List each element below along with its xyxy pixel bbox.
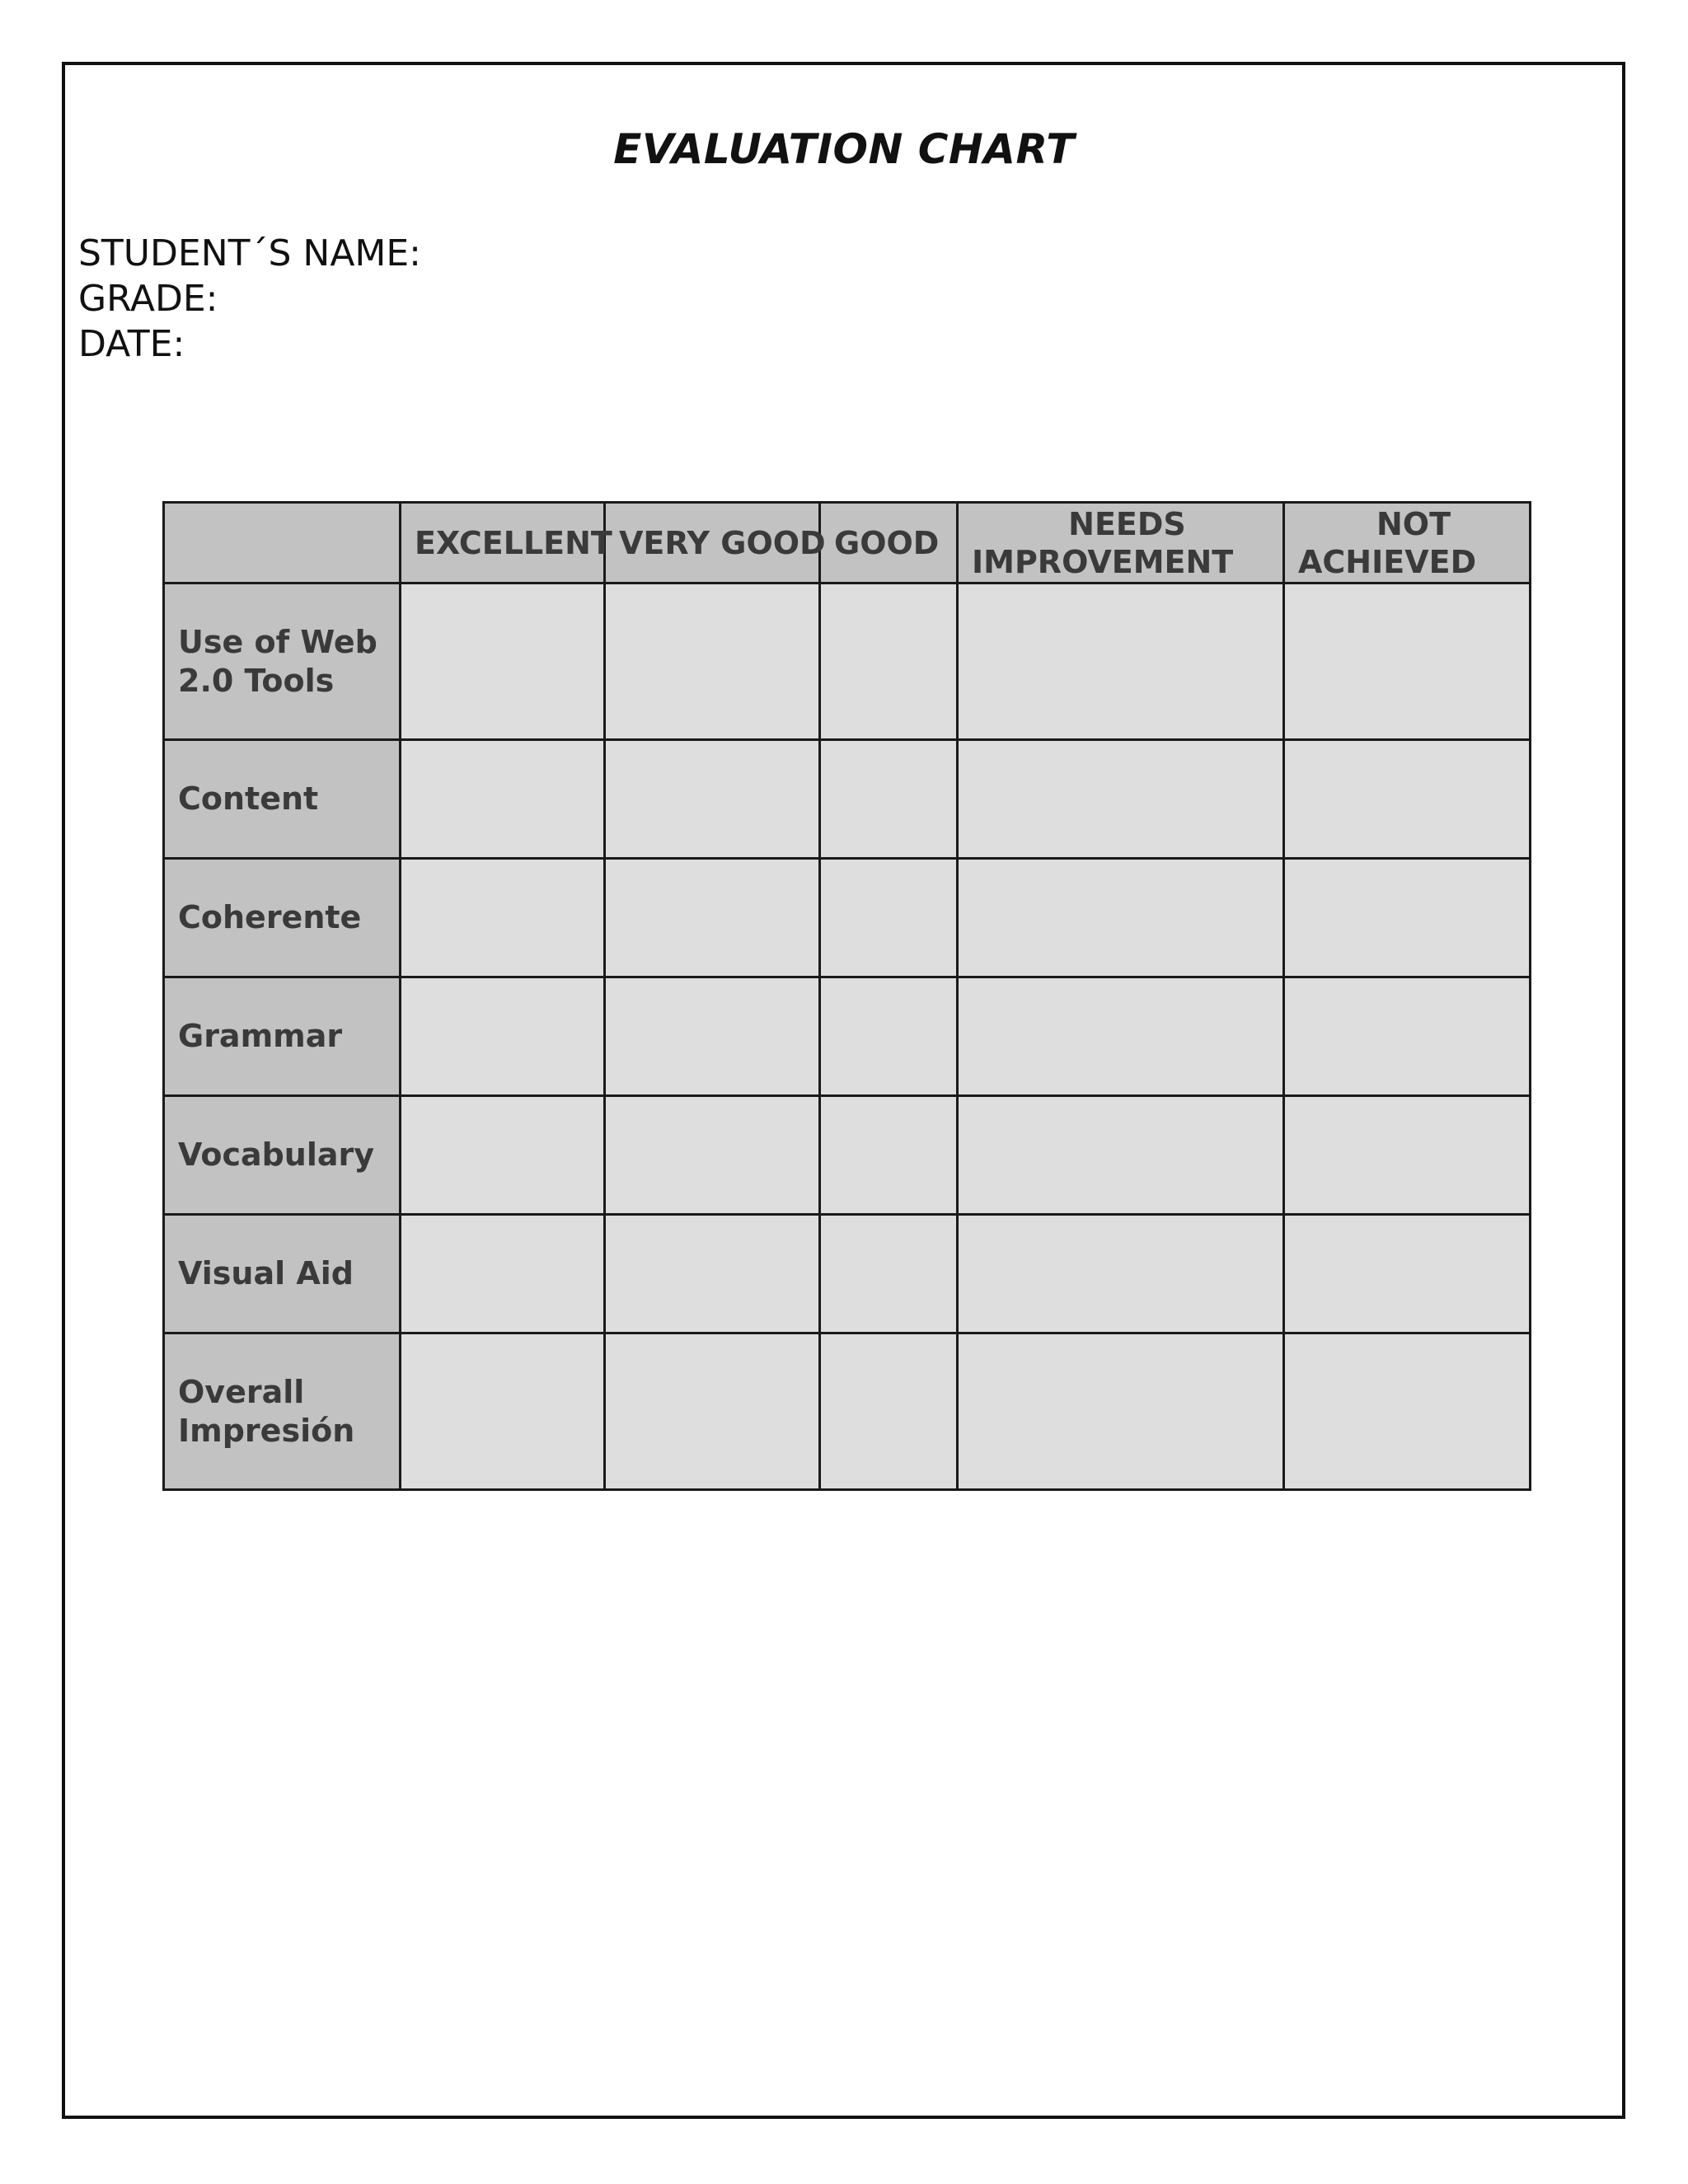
- rating-cell[interactable]: [1284, 977, 1531, 1096]
- table-header-row: [164, 503, 1531, 583]
- column-header-needs-line1: NEEDS: [1068, 505, 1186, 542]
- table-row: [164, 740, 1531, 859]
- row-label-visual-aid: Visual Aid: [164, 1215, 401, 1333]
- rating-cell[interactable]: [401, 1215, 605, 1333]
- rating-cell[interactable]: [820, 583, 958, 740]
- column-header-not-line1: NOT: [1376, 505, 1451, 542]
- table-row: [164, 583, 1531, 740]
- column-header-needs-improvement: [958, 503, 1284, 583]
- row-label-grammar: Grammar: [164, 977, 401, 1096]
- page-title: EVALUATION CHART: [613, 125, 1075, 173]
- rating-cell[interactable]: [1284, 1215, 1531, 1333]
- rating-cell[interactable]: [401, 1333, 605, 1490]
- rating-cell[interactable]: [605, 740, 820, 859]
- rating-cell[interactable]: [401, 859, 605, 977]
- rating-cell[interactable]: [958, 977, 1284, 1096]
- table-row: [164, 977, 1531, 1096]
- row-label-coherente: Coherente: [164, 859, 401, 977]
- rating-cell[interactable]: [820, 859, 958, 977]
- rating-cell[interactable]: [820, 1096, 958, 1215]
- rating-cell[interactable]: [401, 740, 605, 859]
- column-header-not-achieved: [1284, 503, 1531, 583]
- rating-cell[interactable]: [958, 740, 1284, 859]
- row-label-content: Content: [164, 740, 401, 859]
- row-label-overall-impresion: Overall Impresión: [164, 1333, 401, 1490]
- rating-cell[interactable]: [1284, 859, 1531, 977]
- rating-cell[interactable]: [958, 1333, 1284, 1490]
- row-label-web-tools: Use of Web 2.0 Tools: [164, 583, 401, 740]
- column-header-excellent: EXCELLENT: [401, 503, 605, 583]
- rating-cell[interactable]: [1284, 740, 1531, 859]
- rating-cell[interactable]: [958, 1096, 1284, 1215]
- rating-cell[interactable]: [820, 1333, 958, 1490]
- rating-cell[interactable]: [401, 583, 605, 740]
- rating-cell[interactable]: [820, 1215, 958, 1333]
- rating-cell[interactable]: [401, 977, 605, 1096]
- column-header-needs-line2: IMPROVEMENT: [972, 543, 1234, 580]
- rating-cell[interactable]: [1284, 1333, 1531, 1490]
- rating-cell[interactable]: [1284, 1096, 1531, 1215]
- rating-cell[interactable]: [605, 583, 820, 740]
- header-corner-cell: [164, 503, 401, 583]
- table-row: [164, 1215, 1531, 1333]
- table-row: [164, 1096, 1531, 1215]
- student-info-fields: [78, 231, 421, 367]
- rating-cell[interactable]: [820, 977, 958, 1096]
- rating-cell[interactable]: [958, 1215, 1284, 1333]
- rating-cell[interactable]: [958, 583, 1284, 740]
- rating-cell[interactable]: [605, 977, 820, 1096]
- grade-label: GRADE:: [78, 278, 218, 320]
- rating-cell[interactable]: [605, 1333, 820, 1490]
- rating-cell[interactable]: [958, 859, 1284, 977]
- rating-cell[interactable]: [1284, 583, 1531, 740]
- rating-cell[interactable]: [605, 1215, 820, 1333]
- rating-cell[interactable]: [605, 1096, 820, 1215]
- row-label-vocabulary: Vocabulary: [164, 1096, 401, 1215]
- table-row: [164, 859, 1531, 977]
- rating-cell[interactable]: [605, 859, 820, 977]
- column-header-very-good: VERY GOOD: [605, 503, 820, 583]
- student-name-label: STUDENT´S NAME:: [78, 232, 422, 274]
- table-row: [164, 1333, 1531, 1490]
- evaluation-table: [162, 501, 1531, 1491]
- column-header-good: GOOD: [820, 503, 958, 583]
- date-label: DATE:: [78, 323, 185, 365]
- rating-cell[interactable]: [820, 740, 958, 859]
- rating-cell[interactable]: [401, 1096, 605, 1215]
- column-header-not-line2: ACHIEVED: [1298, 543, 1477, 580]
